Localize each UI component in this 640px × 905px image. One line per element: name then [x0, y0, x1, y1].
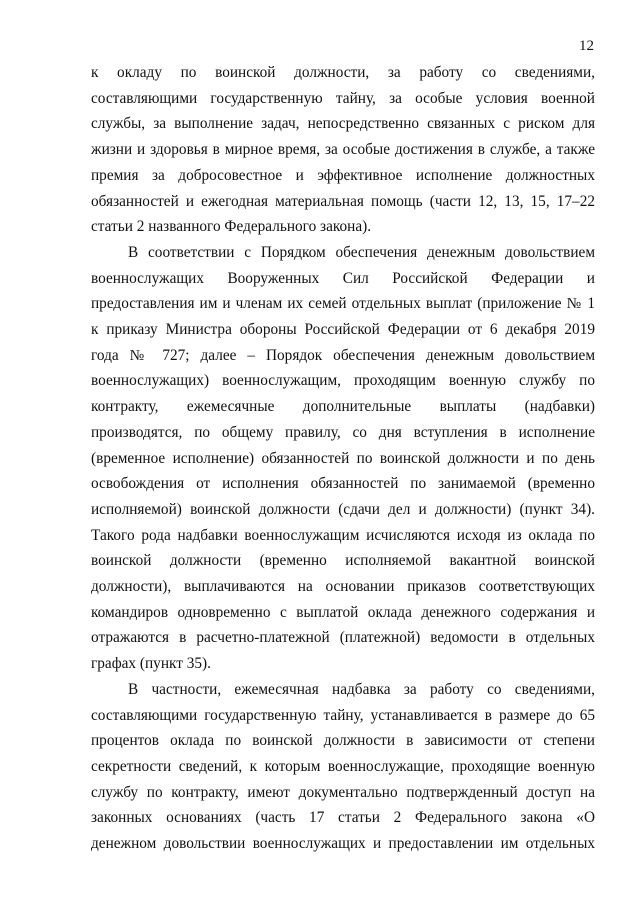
paragraph-1-line: обязанностей и ежегодная материальная помощь (части 12, 13, 15, 17–22 [91, 192, 595, 210]
paragraph-3-line: службу по контракту, имеют документально подтвержденный доступ на [91, 783, 595, 801]
paragraph-2-line: предоставления им и членам их семей отдельных выплат (приложение № 1 [91, 295, 595, 313]
paragraph-3-line: законных основаниях (часть 17 статьи 2 Федерального закона «О [91, 809, 595, 827]
paragraph-2-line: воинской должности (временно исполняемой вакантной воинской [91, 552, 595, 570]
paragraph-2-line: отражаются в расчетно-платежной (платежной) ведомости в отдельных [91, 629, 595, 647]
paragraph-2-line: к приказу Министра обороны Российской Федерации от 6 декабря 2019 [91, 321, 595, 339]
paragraph-1-line: службы, за выполнение задач, непосредственно связанных с риском для [91, 115, 595, 133]
paragraph-3-line: денежном довольствии военнослужащих и предоставлении им отдельных [91, 835, 595, 853]
paragraph-2-line: графах (пункт 35). [91, 655, 211, 673]
paragraph-2-line: В соответствии с Порядком обеспечения денежным довольствием [128, 243, 595, 261]
page-number: 12 [579, 38, 594, 54]
paragraph-2-line: Такого рода надбавки военнослужащим исчисляются исходя из оклада по [91, 526, 595, 544]
paragraph-2-line: командиров одновременно с выплатой оклада денежного содержания и [91, 603, 595, 621]
paragraph-2-line: контракту, ежемесячные дополнительные выплаты (надбавки) [91, 398, 595, 416]
paragraph-1-line: составляющими государственную тайну, за особые условия военной [91, 89, 595, 107]
paragraph-3-line: составляющими государственную тайну, устанавливается в размере до 65 [91, 706, 595, 724]
paragraph-3-line: процентов оклада по воинской должности в зависимости от степени [91, 732, 595, 750]
paragraph-1-line: к окладу по воинской должности, за работу со сведениями, [91, 64, 595, 81]
paragraph-1-line: жизни и здоровья в мирное время, за особые достижения в службе, а также [91, 141, 595, 159]
paragraph-2-line: (временное исполнение) обязанностей по воинской должности и по день [91, 449, 595, 467]
paragraph-2-line: исполняемой) воинской должности (сдачи дел и должности) (пункт 34). [91, 500, 595, 518]
paragraph-3-line: секретности сведений, к которым военнослужащие, проходящие военную [91, 757, 595, 775]
paragraph-2-line: военнослужащих Вооруженных Сил Российской Федерации и [91, 269, 595, 287]
body-text [91, 60, 595, 857]
paragraph-2-line: производятся, по общему правилу, со дня вступления в исполнение [91, 423, 595, 441]
paragraph-1-line: статьи 2 названного Федерального закона). [91, 218, 372, 236]
paragraph-1-line: премия за добросовестное и эффективное исполнение должностных [91, 166, 595, 184]
paragraph-2-line: освобождения от исполнения обязанностей по занимаемой (временно [91, 475, 595, 493]
paragraph-2-line: военнослужащих) военнослужащим, проходящим военную службу по [91, 372, 595, 390]
paragraph-3-line: В частности, ежемесячная надбавка за работу со сведениями, [128, 680, 595, 698]
paragraph-2-line: года № 727; далее – Порядок обеспечения денежным довольствием [91, 346, 595, 364]
paragraph-2-line: должности), выплачиваются на основании приказов соответствующих [91, 578, 595, 596]
